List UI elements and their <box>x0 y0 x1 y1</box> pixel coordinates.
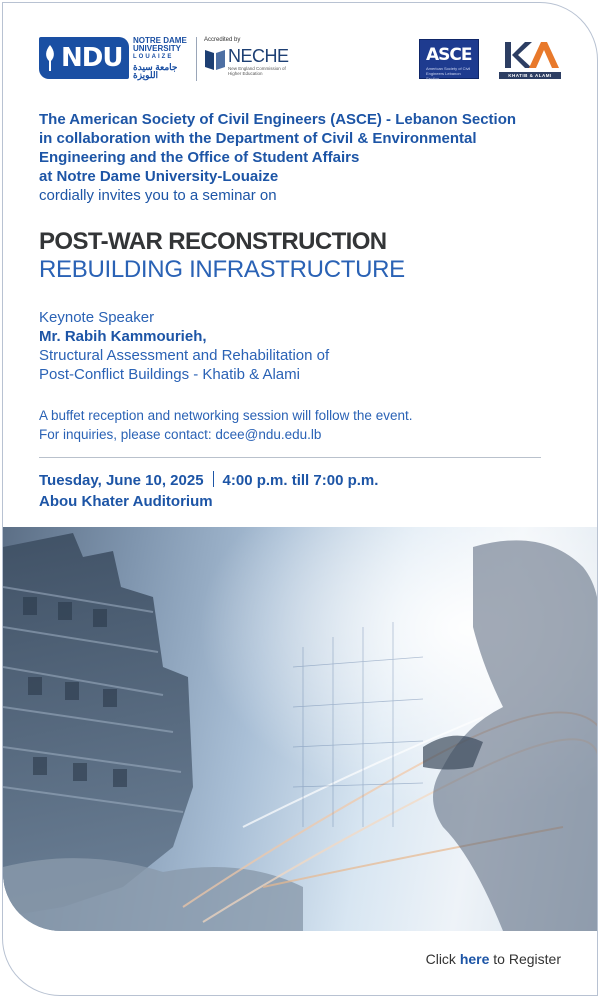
ndu-name-line: LOUAIZE <box>133 54 174 60</box>
khatib-alami-logo <box>499 39 561 79</box>
ndu-name-line: NOTRE DAME <box>133 36 187 45</box>
seminar-subtitle: REBUILDING INFRASTRUCTURE <box>39 256 405 283</box>
logo-divider <box>196 37 197 81</box>
hero-image <box>3 527 598 931</box>
header-logos <box>39 37 561 83</box>
intro-line: The American Society of Civil Engineers (ASCE) - Lebanon Section <box>39 111 517 128</box>
khatib-alami-caption: KHATIB & ALAMI <box>499 72 561 79</box>
event-notes <box>39 406 559 444</box>
neche-name: NECHE <box>228 46 289 66</box>
date-time-line <box>39 470 559 491</box>
keynote-speaker <box>39 308 559 384</box>
neche-subtitle: New England Commission of Higher Education <box>228 66 286 76</box>
intro-line: Engineering and the Office of Student Affairs <box>39 149 360 166</box>
ndu-tree-icon <box>43 43 57 73</box>
event-details <box>39 470 559 512</box>
register-prefix: Click <box>425 951 456 967</box>
neche-logo <box>204 37 304 81</box>
inquiries-note: For inquiries, please contact: dcee@ndu.edu.lb <box>39 427 322 442</box>
event-venue: Abou Khater Auditorium <box>39 493 213 510</box>
register-callout <box>426 951 561 967</box>
asce-name: ASCE <box>426 45 472 65</box>
ndu-logo <box>39 36 187 81</box>
intro-line: at Notre Dame University-Louaize <box>39 168 279 185</box>
intro-line: in collaboration with the Department of Civil & Environmental <box>39 130 477 147</box>
ndu-badge <box>39 37 129 79</box>
reception-note: A buffet reception and networking session will follow the event. <box>39 408 413 423</box>
neche-accredited-label: Accredited by <box>204 37 241 43</box>
intro-text <box>39 110 569 205</box>
event-date: Tuesday, June 10, 2025 <box>39 472 204 489</box>
hero-illustration <box>3 527 598 931</box>
asce-subtitle: American Society of Civil Engineers Lebanon Section <box>426 66 471 81</box>
neche-book-icon <box>204 47 226 71</box>
ndu-arabic-name: جامعة سيدة اللويزة <box>133 62 178 80</box>
register-link[interactable]: here <box>459 951 490 967</box>
register-suffix: to Register <box>493 951 561 967</box>
event-time: 4:00 p.m. till 7:00 p.m. <box>222 472 379 489</box>
divider-line <box>39 457 541 458</box>
ndu-badge-text: NDU <box>61 43 123 73</box>
asce-logo <box>419 39 479 79</box>
invite-line: cordially invites you to a seminar on <box>39 187 277 204</box>
invitation-card <box>2 2 598 996</box>
date-time-separator <box>213 471 214 487</box>
speaker-label: Keynote Speaker <box>39 309 155 326</box>
speaker-topic-line: Post-Conflict Buildings - Khatib & Alami <box>39 366 300 383</box>
khatib-alami-mark-icon <box>499 39 561 71</box>
speaker-topic-line: Structural Assessment and Rehabilitation of <box>39 347 330 364</box>
seminar-title: POST-WAR RECONSTRUCTION <box>39 228 387 255</box>
ndu-wordmark <box>133 37 193 79</box>
ndu-name-line: UNIVERSITY <box>133 44 182 53</box>
speaker-name: Mr. Rabih Kammourieh, <box>39 328 207 345</box>
